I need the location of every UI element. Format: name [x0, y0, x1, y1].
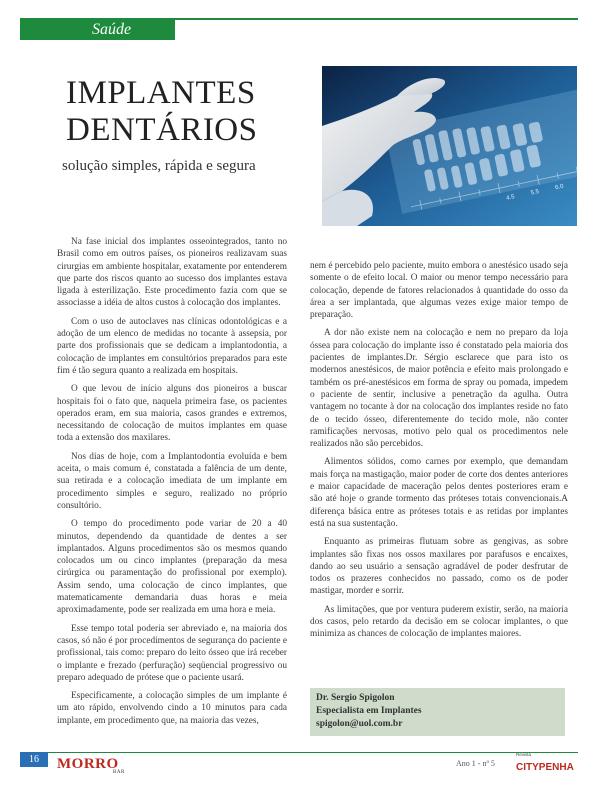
article-column-right	[310, 260, 568, 647]
paragraph: As limitações, que por ventura puderem existir, serão, na maioria dos casos, pelo retardo da decisão em se colocar implantes, o que minimiza as chances de colocação de implantes maiores.	[310, 604, 568, 640]
article-title	[66, 75, 296, 149]
paragraph: Nos dias de hoje, com a Implantodontia evoluída e bem aceita, o mais comum é, constatada a falência de um dente, sua retirada e a colocação imediata de um implante em procedimento simples e seguro, realizado no próprio consultório.	[57, 451, 287, 511]
paragraph: O tempo do procedimento pode variar de 20 a 40 minutos, dependendo da quantidade de dentes a ser implantados. Alguns procedimentos são os mesmos quando colocados um ou cinco implantes (preparação da mesa cirúrgica ou paramentação do profissional por exemplo). Assim sendo, uma colocação de cinco implantes, que matematicamente demandaria duas horas e meia aproximadamente, pode ser realizada em uma hora e meia.	[57, 519, 287, 616]
city-logo-city: CITY	[516, 762, 539, 773]
paragraph: A dor não existe nem na colocação e nem no preparo da loja óssea para colocação do implante isso é constatado pela maioria dos pacientes de implantes.Dr. Sérgio esclarece que para isto os modernos anestésicos, de maior potência e efeito mais prolongado e também os pré-anestésicos em forma de spray ou pomada, impedem o paciente de sentir, inclusive a penetração da agulha. Outra vantagem no tocante à dor na colocação dos implantes reside no fato de o tecido ósseo, diferentemente do tecido mole, não conter ramificações nervosas, motivo pelo qual os procedimentos nele realizados não são percebidos.	[310, 328, 568, 450]
xray-label-3: 6.0	[554, 183, 565, 192]
bottom-rule	[20, 752, 578, 753]
paragraph: nem é percebido pelo paciente, muito embora o anestésico usado seja somente o de efeito local. O maior ou menor tempo necessário para colocação, depende de fatores relacionados à quantidade do osso da área a ser implantada, que algumas vezes exige maior tempo de preparação.	[310, 261, 568, 321]
author-box	[310, 688, 565, 736]
paragraph: O que levou de início alguns dos pioneiros a buscar hospitais foi o fato que, naquela primeira fase, os pacientes operados eram, em sua maioria, casos grandes e extremos, necessitando de colocação de muitos implantes em quase toda a extensão dos maxilares.	[57, 384, 287, 444]
xray-label-1: 4.5	[505, 194, 516, 202]
morro-logo	[57, 756, 125, 775]
title-line-1: IMPLANTES	[66, 75, 256, 111]
issue-number: Ano 1 - nº 5	[456, 759, 495, 768]
page-number: 16	[20, 752, 48, 767]
paragraph: Na fase inicial dos implantes osseointegrados, tanto no Brasil como em outros países, os pioneiros realizavam suas cirurgias em ambiente hospitalar, exatamente por entenderem que parte dos riscos quanto ao sucesso dos implantes estava ligada à esterilização. Este procedimento fazia com que se associasse a idéia de altos custos à colocação dos implantes.	[57, 237, 287, 309]
author-name: Dr. Sergio Spigolon	[316, 693, 395, 703]
paragraph: Com o uso de autoclaves nas clínicas odontológicas e a adoção de um elenco de medidas no tocante à assepsia, por parte dos profissionais que se dedicam a implantodontia, a colocação de implantes em consultórios preparados para este fim é tão segura quanto a realizada em hospitais.	[57, 316, 287, 376]
xray-label-2: 5.5	[530, 188, 540, 197]
author-email[interactable]: spigolon@uol.com.br	[316, 719, 403, 729]
section-tab: Saúde	[20, 20, 175, 40]
author-role: Especialista em Implantes	[316, 706, 422, 716]
paragraph: Especificamente, a colocação simples de um implante é um ato rápido, envolvendo cindo a 10 minutos para cada implante, em procedimento que, na maioria das vezes,	[57, 691, 287, 726]
article-column-left	[57, 236, 287, 733]
paragraph: Alimentos sólidos, como carnes por exemplo, que demandam mais força na mastigação, maior poder de corte dos dentes anteriores e maior capacidade de maceração pelos dentes posteriores eram e são até hoje o grande tormento das próteses totais convencionais.A diferença básica entre as próteses totais e as retidas por implantes está na sua sustentação.	[310, 457, 568, 529]
morro-logo-text: MORRO	[57, 756, 119, 772]
city-penha-logo	[516, 752, 574, 775]
city-logo-penha: PENHA	[538, 762, 574, 773]
morro-logo-sub: BAR	[113, 770, 125, 775]
dental-xray-photo	[322, 66, 577, 226]
city-logo-small: Revista	[516, 752, 532, 757]
title-line-2: DENTÁRIOS	[66, 112, 258, 148]
xray-illustration	[322, 66, 577, 226]
paragraph: Enquanto as primeiras flutuam sobre as gengivas, as sobre implantes são fixas nos ossos maxilares por parafusos e encaixes, dando ao seu usuário a sensação agradável de poder desfrutar de todos os prazeres conhecidos no passado, como os de poder mastigar, morder e sorrir.	[310, 537, 568, 597]
paragraph: Esse tempo total poderia ser abreviado e, na maioria dos casos, só não é por procedimentos de segurança do paciente e profissional, tais como: preparo do leito ósseo que irá receber o implante e frezado (perfuração) seqüencial progressivo ou preparo adequado de prótese que o paciente usará.	[57, 623, 287, 683]
article-subtitle: solução simples, rápida e segura	[62, 158, 256, 174]
